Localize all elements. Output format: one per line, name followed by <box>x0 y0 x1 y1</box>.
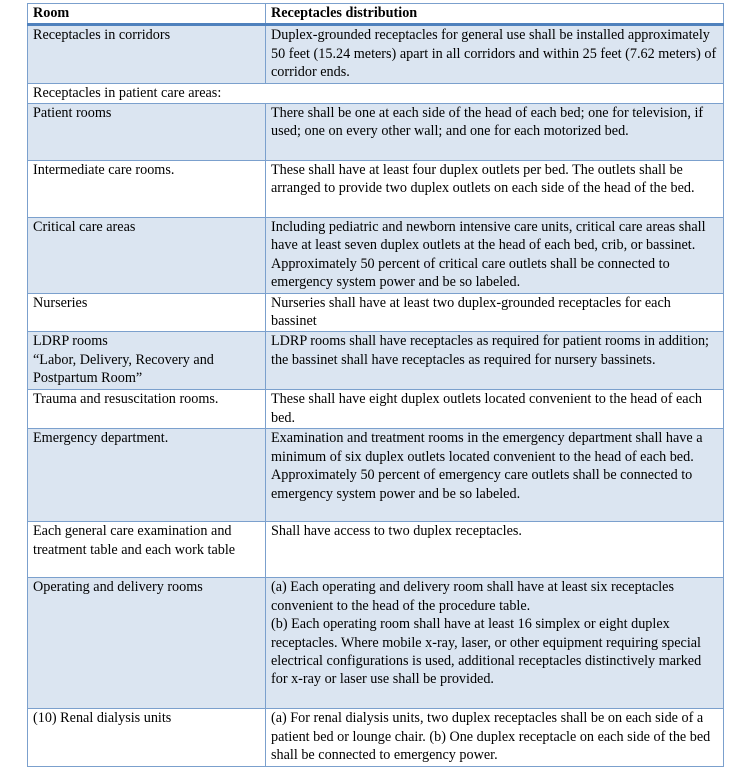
table-row <box>28 709 724 766</box>
distribution-cell: Including pediatric and newborn intensive care units, critical care areas shall have at least seven duplex outlets at the head of each bed, crib, or bassinet. Approximately 50 percent of critical care outlets shall be connected to emergency system power and be so labeled. <box>266 218 724 294</box>
table-row <box>28 578 724 709</box>
room-cell: Critical care areas <box>28 218 266 294</box>
distribution-cell: (a) Each operating and delivery room shall have at least six receptacles convenient to the head of the procedure table. (b) Each operating room shall have at least 16 simplex or eight duplex receptacles. Where mobile x-ray, laser, or other equipment requiring special electrical configurations is used, additional receptacles distinctively marked for x-ray or laser use shall be provided. <box>266 578 724 709</box>
header-room: Room <box>28 4 266 25</box>
table-row <box>28 390 724 429</box>
room-cell: (10) Renal dialysis units <box>28 709 266 766</box>
distribution-cell: (a) For renal dialysis units, two duplex receptacles shall be on each side of a patient bed or lounge chair. (b) One duplex receptacle on each side of the bed shall be connected to emergency power. <box>266 709 724 766</box>
table-header <box>28 4 724 25</box>
room-cell: Trauma and resuscitation rooms. <box>28 390 266 429</box>
section-label: Receptacles in patient care areas: <box>28 83 724 103</box>
distribution-cell: Duplex-grounded receptacles for general use shall be installed approximately 50 feet (15.24 meters) apart in all corridors and within 25 feet (7.62 meters) of corridor ends. <box>266 25 724 83</box>
distribution-cell: These shall have at least four duplex outlets per bed. The outlets shall be arranged to provide two duplex outlets on each side of the head of the bed. <box>266 161 724 218</box>
room-cell: Each general care examination and treatment table and each work table <box>28 522 266 578</box>
table-row <box>28 332 724 390</box>
table-row <box>28 429 724 522</box>
section-row <box>28 83 724 103</box>
header-distribution: Receptacles distribution <box>266 4 724 25</box>
table-row <box>28 104 724 161</box>
room-cell: Operating and delivery rooms <box>28 578 266 709</box>
receptacles-table <box>27 3 724 767</box>
room-cell: LDRP rooms “Labor, Delivery, Recovery and Postpartum Room” <box>28 332 266 390</box>
table-row <box>28 161 724 218</box>
distribution-cell: Examination and treatment rooms in the emergency department shall have a minimum of six duplex outlets located convenient to the head of each bed. Approximately 50 percent of emergency care outlets shall be connected to emergency system power and be so labeled. <box>266 429 724 522</box>
room-cell: Patient rooms <box>28 104 266 161</box>
distribution-cell: Nurseries shall have at least two duplex-grounded receptacles for each bassinet <box>266 293 724 332</box>
distribution-cell: Shall have access to two duplex receptacles. <box>266 522 724 578</box>
distribution-cell: These shall have eight duplex outlets located convenient to the head of each bed. <box>266 390 724 429</box>
distribution-cell: There shall be one at each side of the head of each bed; one for television, if used; one on every other wall; and one for each motorized bed. <box>266 104 724 161</box>
table-row <box>28 218 724 294</box>
table-row <box>28 522 724 578</box>
distribution-cell: LDRP rooms shall have receptacles as required for patient rooms in addition; the bassinet shall have receptacles as required for nursery bassinets. <box>266 332 724 390</box>
room-cell: Emergency department. <box>28 429 266 522</box>
room-cell: Nurseries <box>28 293 266 332</box>
room-cell: Intermediate care rooms. <box>28 161 266 218</box>
table-row <box>28 25 724 83</box>
room-cell: Receptacles in corridors <box>28 25 266 83</box>
table-row <box>28 293 724 332</box>
